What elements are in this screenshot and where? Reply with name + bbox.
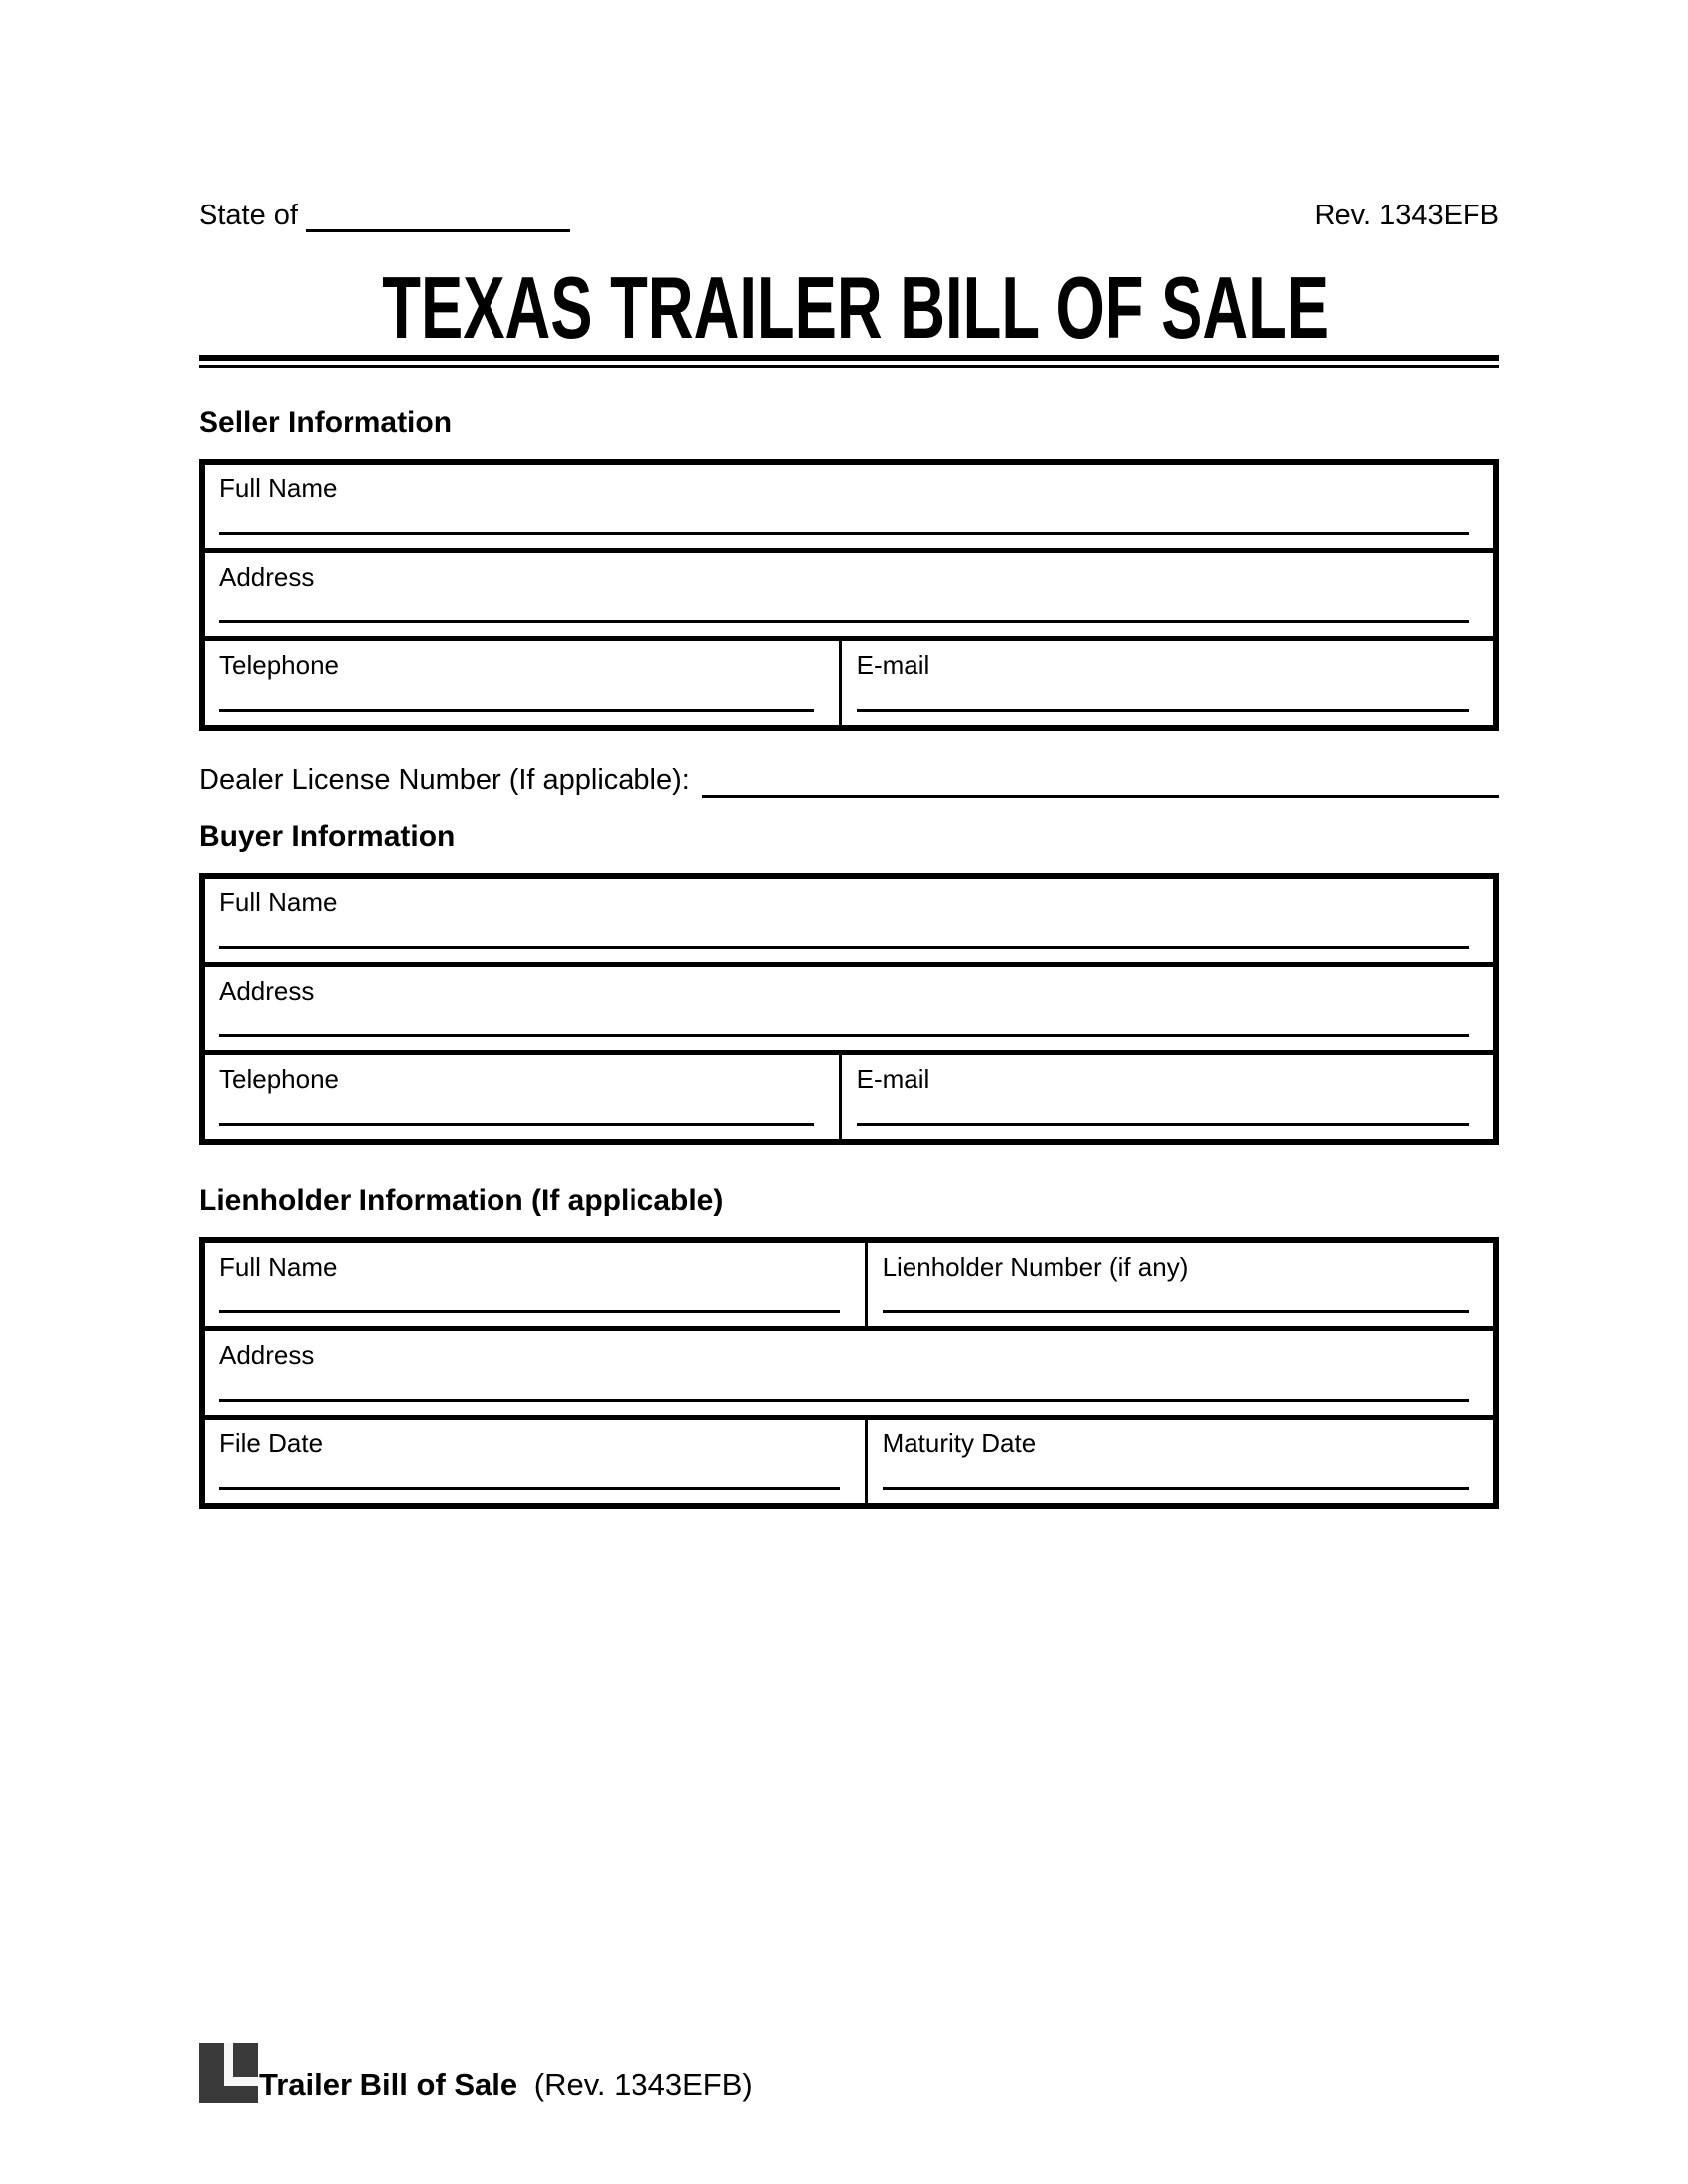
- buyer-telephone-field[interactable]: [219, 1123, 814, 1126]
- seller-address-label: Address: [219, 562, 315, 592]
- dealer-license-row: [199, 762, 1499, 798]
- lienholder-address-label: Address: [219, 1340, 315, 1370]
- lienholder-address-cell: [205, 1331, 1493, 1415]
- state-of-field[interactable]: [306, 203, 570, 232]
- lienholder-number-cell: [865, 1243, 1493, 1326]
- lienholder-section-heading: Lienholder Information (If applicable): [199, 1184, 724, 1217]
- buyer-address-row: [205, 962, 1493, 1050]
- buyer-contact-row: [205, 1050, 1493, 1139]
- title-divider: [199, 355, 1499, 368]
- buyer-address-cell: [205, 967, 1493, 1050]
- buyer-full-name-row: [205, 879, 1493, 962]
- page-footer: [199, 2043, 753, 2103]
- buyer-email-label: E-mail: [856, 1064, 930, 1094]
- buyer-telephone-label: Telephone: [219, 1064, 339, 1094]
- seller-telephone-label: Telephone: [219, 650, 339, 680]
- lienholder-name-number-row: [205, 1243, 1493, 1326]
- seller-full-name-cell: [205, 465, 1493, 548]
- seller-email-field[interactable]: [857, 709, 1469, 712]
- lienholder-address-row: [205, 1326, 1493, 1415]
- dealer-license-field[interactable]: [702, 762, 1499, 798]
- seller-full-name-label: Full Name: [219, 474, 338, 503]
- lienholder-maturity-date-cell: [865, 1420, 1493, 1503]
- dealer-license-label: Dealer License Number (If applicable):: [199, 764, 690, 796]
- seller-address-cell: [205, 553, 1493, 636]
- legal-templates-logo-icon: [199, 2043, 258, 2103]
- seller-full-name-field[interactable]: [219, 532, 1469, 535]
- lienholder-full-name-label: Full Name: [219, 1252, 338, 1282]
- seller-full-name-row: [205, 465, 1493, 548]
- seller-email-cell: [839, 641, 1493, 725]
- footer-doc-title: [259, 2068, 753, 2103]
- page-header: [199, 199, 1499, 232]
- seller-email-label: E-mail: [856, 650, 930, 680]
- lienholder-info-table: [199, 1237, 1499, 1509]
- footer-doc-name: Trailer Bill of Sale: [259, 2067, 518, 2102]
- buyer-address-field[interactable]: [219, 1034, 1469, 1037]
- lienholder-full-name-cell: [205, 1243, 865, 1326]
- lienholder-full-name-field[interactable]: [219, 1310, 840, 1313]
- lienholder-file-date-field[interactable]: [219, 1487, 840, 1490]
- buyer-full-name-label: Full Name: [219, 887, 338, 917]
- lienholder-dates-row: [205, 1415, 1493, 1503]
- lienholder-address-field[interactable]: [219, 1399, 1469, 1402]
- seller-address-field[interactable]: [219, 620, 1469, 623]
- state-of-group: [199, 199, 570, 232]
- buyer-full-name-cell: [205, 879, 1493, 962]
- revision-label: Rev. 1343EFB: [1314, 200, 1499, 231]
- page-title: TEXAS TRAILER BILL OF SALE: [382, 258, 1330, 356]
- seller-info-table: [199, 459, 1499, 731]
- seller-telephone-field[interactable]: [219, 709, 814, 712]
- lienholder-file-date-label: File Date: [219, 1429, 324, 1458]
- buyer-info-table: [199, 873, 1499, 1145]
- buyer-email-field[interactable]: [857, 1123, 1469, 1126]
- lienholder-number-label: Lienholder Number (if any): [882, 1252, 1189, 1282]
- footer-rev-label: (Rev. 1343EFB): [533, 2067, 753, 2102]
- buyer-email-cell: [839, 1055, 1493, 1139]
- lienholder-maturity-date-label: Maturity Date: [882, 1429, 1037, 1458]
- lienholder-file-date-cell: [205, 1420, 865, 1503]
- seller-contact-row: [205, 636, 1493, 725]
- seller-address-row: [205, 548, 1493, 636]
- buyer-section-heading: Buyer Information: [199, 820, 456, 853]
- lienholder-maturity-date-field[interactable]: [883, 1487, 1469, 1490]
- seller-section-heading: Seller Information: [199, 406, 453, 439]
- buyer-telephone-cell: [205, 1055, 839, 1139]
- state-of-label: State of: [199, 200, 298, 231]
- lienholder-number-field[interactable]: [883, 1310, 1469, 1313]
- buyer-address-label: Address: [219, 976, 315, 1006]
- seller-telephone-cell: [205, 641, 839, 725]
- buyer-full-name-field[interactable]: [219, 946, 1469, 949]
